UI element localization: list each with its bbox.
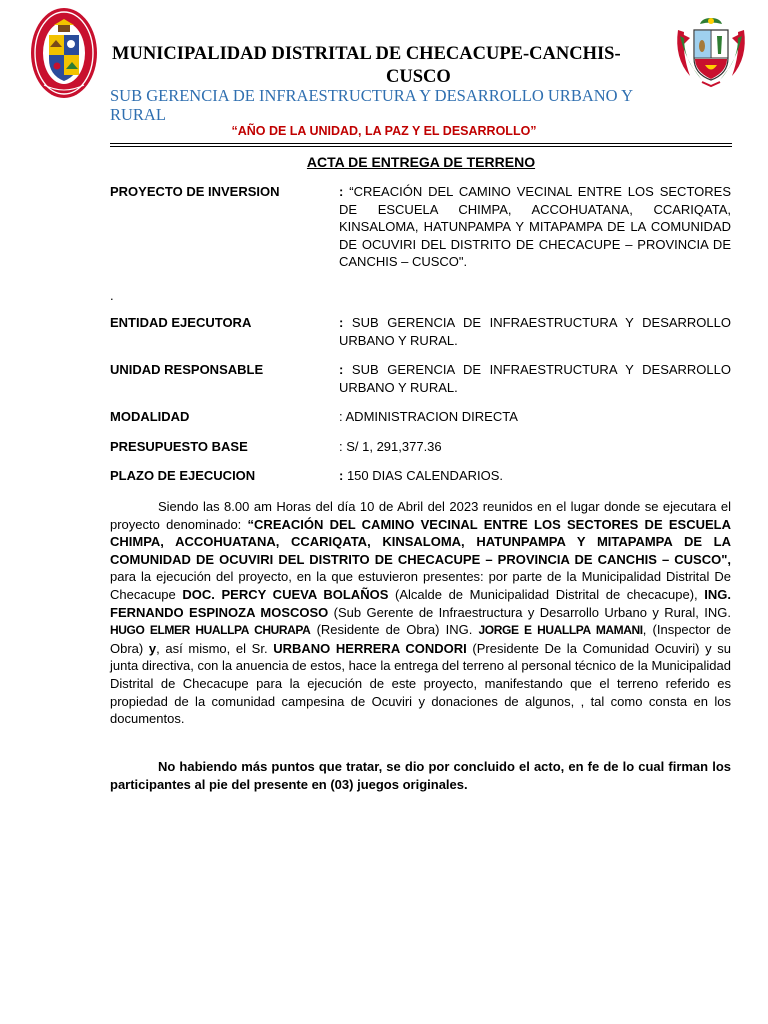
field-value: : SUB GERENCIA DE INFRAESTRUCTURA Y DESARROLLO URBANO Y RURAL. [339,315,731,348]
field-label: MODALIDAD [110,409,190,424]
header-divider [110,146,732,147]
body-paragraph: Siendo las 8.00 am Horas del día 10 de Abril del 2023 reunidos en el lugar donde se ejecutara el proyecto denominado: “CREACIÓN DEL CAMINO VECINAL ENTRE LOS SECTORES DE ESCUELA CHIMPA, ACCOHUATANA, CCARIQATA, KINSALOMA, HATUNPAMPA Y MITAPAMPA DE LA COMUNIDAD DE OCUVIRI DEL DISTRITO DE CHECACUPE – PROVINCIA DE CANCHIS – CUSCO", para la ejecución del proyecto, en la que estuvieron presentes: por parte de la Municipalidad Distrital De Checacupe DOC. PERCY CUEVA BOLAÑOS (Alcalde de Municipalidad Distrital de checacupe), ING. FERNANDO ESPINOZA MOSCOSO (Sub Gerente de Infraestructura y Desarrollo Urbano y Rural, ING. HUGO ELMER HUALLPA CHURAPA (Residente de Obra) ING. JORGE E HUALLPA MAMANI, (Inspector de Obra) y, así mismo, el Sr. URBANO HERRERA CONDORI (Presidente De la Comunidad Ocuviri) y su junta directiva, con la anuencia de estos, hace la entrega del terreno al personal técnico de la Municipalidad Distrital de Checacupe para la ejecución de este proyecto, manifestando que el terreno referido es propiedad de la comunidad campesina de Ocuviri y donaciones de algunos, , tal como consta en los documentos. [110,499,732,727]
header-subtitle: SUB GERENCIA DE INFRAESTRUCTURA Y DESARROLLO URBANO Y RURAL [110,86,633,124]
field-label: PROYECTO DE INVERSION [110,184,280,199]
field-label: ENTIDAD EJECUTORA [110,315,252,330]
field-value: : S/ 1, 291,377.36 [339,439,442,454]
header-divider [110,143,732,144]
peru-coat-of-arms-logo [672,14,750,90]
field-value: : SUB GERENCIA DE INFRAESTRUCTURA Y DESARROLLO URBANO Y RURAL. [339,362,731,395]
document-title: ACTA DE ENTREGA DE TERRENO [306,154,536,170]
field-label: PRESUPUESTO BASE [110,439,248,454]
header-title-continued: CUSCO [386,67,451,87]
closing-paragraph: No habiendo más puntos que tratar, se dio por concluido el acto, en fe de lo cual firman los participantes al pie del presente en (03) juegos originales. [110,759,731,792]
header-title: MUNICIPALIDAD DISTRITAL DE CHECACUPE-CANCHIS- [112,44,621,64]
year-motto: “AÑO DE LA UNIDAD, LA PAZ Y EL DESARROLLO” [231,124,537,138]
field-label: UNIDAD RESPONSABLE [110,362,264,377]
stray-mark: . [110,288,114,303]
field-value: : 150 DIAS CALENDARIOS. [339,468,504,483]
field-value: : “CREACIÓN DEL CAMINO VECINAL ENTRE LOS SECTORES DE ESCUELA CHIMPA, ACCOHUATANA, CCARIQATA, KINSALOMA, HATUNPAMPA Y MITAPAMPA DE LA COMUNIDAD DE OCUVIRI DEL DISTRITO DE CHECACUPE – PROVINCIA DE CANCHIS – CUSCO". [339,184,731,270]
field-value: : ADMINISTRACION DIRECTA [339,409,518,424]
municipal-seal-logo [30,7,98,99]
field-label: PLAZO DE EJECUCION [110,468,256,483]
